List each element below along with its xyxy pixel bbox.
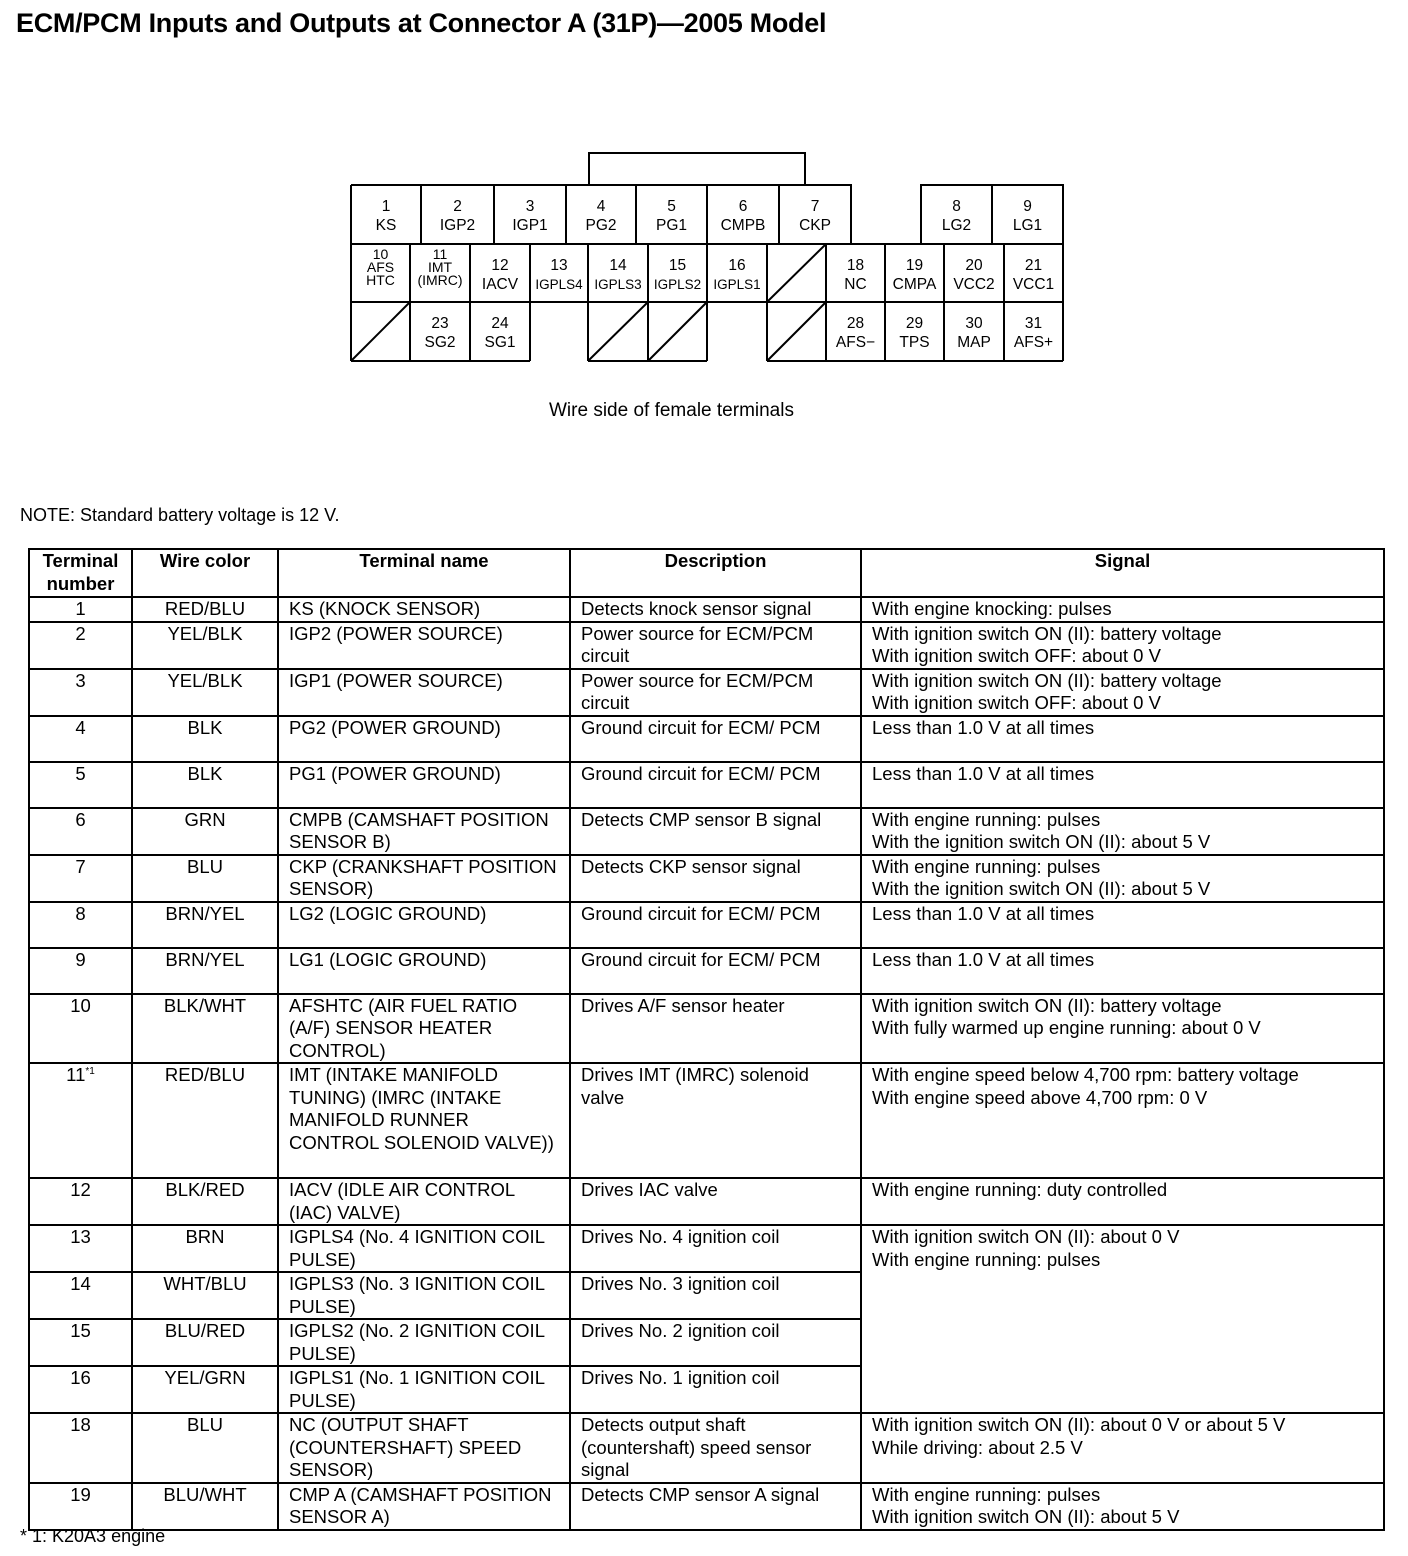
header-wire-color: Wire color [132,549,278,597]
terminal-number-label: 14 [609,257,627,274]
terminal-name-cell: IACV (IDLE AIR CONTROL (IAC) VALVE) [278,1178,570,1225]
signal-line: With the ignition switch ON (II): about 5 V [872,878,1211,899]
signal-cell [861,597,1384,622]
signal-line: With ignition switch OFF: about 0 V [872,645,1161,666]
description-cell: Ground circuit for ECM/ PCM [570,762,861,808]
signal-line: With fully warmed up engine running: about 0 V [872,1017,1261,1038]
signal-cell [861,902,1384,948]
terminal-7 [799,198,831,234]
table-row [29,622,1384,669]
signal-line: While driving: about 2.5 V [872,1436,1083,1458]
terminal-name-cell: CMP A (CAMSHAFT POSITION SENSOR A) [278,1483,570,1530]
wire-color-cell: BRN/YEL [132,948,278,994]
terminal-name-cell: PG1 (POWER GROUND) [278,762,570,808]
signal-line: Less than 1.0 V at all times [872,902,1095,924]
signal-line: With engine speed below 4,700 rpm: battery voltage [872,1064,1299,1085]
terminal-number: 6 [75,808,86,830]
table-row [29,948,1384,994]
table-row [29,669,1384,716]
terminal-name-label: SG2 [424,334,456,351]
terminal-name-label: VCC2 [953,276,995,293]
terminal-number-label: 3 [525,198,535,215]
terminal-number: 3 [75,669,86,691]
terminal-number-label: 6 [738,198,748,215]
connector-diagram [0,0,1408,390]
terminal-name-label: IACV [481,276,519,293]
wire-color-cell: YEL/GRN [132,1366,278,1413]
terminal-name-label: LG1 [1012,217,1043,234]
table-row [29,994,1384,1064]
description-cell: Ground circuit for ECM/ PCM [570,902,861,948]
terminal-name-label: IGPLS1 [713,277,761,292]
terminal-number-label: 21 [1024,257,1043,274]
terminal-name-label: IGP1 [512,217,548,234]
terminal-name-cell: IGPLS1 (No. 1 IGNITION COIL PULSE) [278,1366,570,1413]
signal-cell [861,1225,1384,1413]
header-signal: Signal [861,549,1384,597]
terminal-number-label: 31 [1024,315,1043,332]
page-title: ECM/PCM Inputs and Outputs at Connector A (31P)—2005 Model [16,8,827,38]
signal-line: With ignition switch ON (II): battery voltage [872,669,1222,691]
terminal-number: 11 [66,1064,86,1085]
terminal-number-label: 29 [905,315,924,332]
wire-color-cell: RED/BLU [132,597,278,622]
terminal-number-cell [29,669,132,716]
signal-line: With ignition switch ON (II): battery voltage [872,622,1222,644]
terminal-number-label: 30 [965,315,983,332]
terminal-number-label: 4 [596,198,606,215]
terminal-3 [512,198,547,234]
terminal-name-label: IGPLS3 [594,277,642,292]
terminal-number-label: 11 [432,246,448,262]
terminal-number-label: 28 [846,315,865,332]
terminal-18 [844,257,866,293]
terminal-5 [656,198,687,234]
terminal-name-label: MAP [957,334,991,351]
terminal-name-label: IMT [427,259,453,275]
terminal-number-label: 1 [381,198,391,215]
wire-color-cell: BLK/RED [132,1178,278,1225]
terminal-number-cell [29,808,132,855]
description-cell: Drives IMT (IMRC) solenoid valve [570,1063,861,1178]
terminal-name-cell: IGPLS2 (No. 2 IGNITION COIL PULSE) [278,1319,570,1366]
description-cell: Drives IAC valve [570,1178,861,1225]
signal-cell [861,948,1384,994]
wire-color-cell: BLK [132,762,278,808]
terminal-name-cell: IGP1 (POWER SOURCE) [278,669,570,716]
signal-line: With engine speed above 4,700 rpm: 0 V [872,1086,1208,1108]
terminal-16 [713,257,760,292]
signal-cell [861,855,1384,902]
terminal-number: 7 [75,855,86,877]
terminal-number-label: 23 [431,315,449,332]
description-cell: Detects knock sensor signal [570,597,861,622]
terminal-15 [654,257,701,292]
terminal-number-label: 5 [667,198,676,215]
terminal-name-label: HTC [366,272,395,288]
header-terminal-name: Terminal name [278,549,570,597]
terminal-14 [594,257,641,292]
terminal-name-cell: LG1 (LOGIC GROUND) [278,948,570,994]
terminal-number-label: 7 [810,198,820,215]
terminal-1 [376,198,397,234]
terminal-name-label: VCC1 [1012,276,1055,293]
terminal-number-cell [29,622,132,669]
description-cell: Drives No. 4 ignition coil [570,1225,861,1272]
header-terminal-number: Terminal number [29,549,132,597]
terminal-number-label: 24 [491,315,509,332]
signal-line: With ignition switch ON (II): battery voltage [872,994,1222,1016]
connector-caption: Wire side of female terminals [549,400,794,421]
terminal-number: 1 [75,598,86,619]
terminal-28 [836,315,875,351]
description-cell: Detects output shaft (countershaft) speed sensor signal [570,1413,861,1483]
terminal-number: 8 [75,902,86,924]
terminal-number-cell [29,1483,132,1530]
table-row [29,1225,1384,1272]
terminal-19 [893,257,937,293]
terminal-number-label: 15 [668,257,687,274]
wire-color-cell: BLU/WHT [132,1483,278,1530]
description-cell: Ground circuit for ECM/ PCM [570,948,861,994]
terminal-name-cell: AFSHTC (AIR FUEL RATIO (A/F) SENSOR HEATER CONTROL) [278,994,570,1064]
terminal-29 [899,315,929,351]
terminal-name-label: (IMRC) [417,272,463,288]
terminal-24 [484,315,515,351]
wire-color-cell: BLU/RED [132,1319,278,1366]
signal-line: With engine knocking: pulses [872,598,1112,619]
terminal-number-cell [29,855,132,902]
terminal-name-label: IGPLS2 [653,277,702,292]
terminal-number-cell [29,994,132,1064]
terminal-21 [1013,257,1054,293]
terminal-number: 12 [70,1179,91,1200]
description-cell: Detects CMP sensor A signal [570,1483,861,1530]
table-row [29,902,1384,948]
terminal-table [28,548,1385,1531]
signal-cell [861,1483,1384,1530]
terminal-name-cell: KS (KNOCK SENSOR) [278,597,570,622]
terminal-number: 18 [70,1414,91,1435]
terminal-name-cell: CKP (CRANKSHAFT POSITION SENSOR) [278,855,570,902]
footnote-marker: *1 [85,1065,95,1077]
terminal-name-label: IGPLS4 [535,277,583,292]
terminal-name-cell: IGPLS3 (No. 3 IGNITION COIL PULSE) [278,1272,570,1319]
signal-cell [861,808,1384,855]
terminal-number: 19 [70,1483,91,1505]
terminal-12 [482,257,519,293]
description-cell: Ground circuit for ECM/ PCM [570,716,861,762]
terminal-31 [1014,315,1053,351]
terminal-number-label: 13 [550,257,568,274]
terminal-number: 2 [75,622,86,644]
signal-line: With engine running: pulses [872,855,1101,877]
wire-color-cell: WHT/BLU [132,1272,278,1319]
terminal-name-label: NC [844,276,867,293]
terminal-number-label: 8 [952,198,961,215]
terminal-number-label: 12 [491,257,509,274]
wire-color-cell: BLK [132,716,278,762]
terminal-4 [585,198,616,234]
signal-cell [861,1413,1384,1483]
signal-cell [861,1063,1384,1178]
terminal-name-label: CKP [799,217,831,234]
table-row [29,808,1384,855]
terminal-name-cell: IGPLS4 (No. 4 IGNITION COIL PULSE) [278,1225,570,1272]
table-row [29,762,1384,808]
terminal-9 [1013,198,1042,234]
wire-color-cell: YEL/BLK [132,669,278,716]
terminal-number-cell [29,1063,132,1178]
terminal-8 [942,198,971,234]
terminal-name-label: CMPA [892,276,937,293]
terminal-number-label: 19 [905,257,924,274]
terminal-number-cell [29,1319,132,1366]
signal-line: With ignition switch ON (II): about 0 V or about 5 V [872,1414,1286,1435]
terminal-number-cell [29,1366,132,1413]
terminal-number: 5 [75,762,86,784]
terminal-number-cell [29,597,132,622]
terminal-name-label: PG2 [585,217,617,234]
terminal-name-label: LG2 [941,217,972,234]
terminal-number-label: 16 [728,257,746,274]
wire-color-cell: RED/BLU [132,1063,278,1178]
terminal-name-label: CMPB [720,217,766,234]
terminal-name-label: AFS+ [1013,334,1054,351]
terminal-30 [957,315,991,351]
table-row [29,716,1384,762]
voltage-note: NOTE: Standard battery voltage is 12 V. [20,505,340,525]
wire-color-cell: YEL/BLK [132,622,278,669]
terminal-number-label: 10 [372,246,389,262]
table-row [29,855,1384,902]
wire-color-cell: BLU [132,1413,278,1483]
terminal-number: 14 [70,1273,91,1294]
terminal-name-cell: PG2 (POWER GROUND) [278,716,570,762]
wire-color-cell: BRN [132,1225,278,1272]
terminal-number: 9 [75,948,86,970]
signal-cell [861,716,1384,762]
terminal-2 [440,198,475,234]
terminal-name-label: SG1 [484,334,516,351]
terminal-name-cell: LG2 (LOGIC GROUND) [278,902,570,948]
terminal-number-label: 20 [965,257,983,274]
wire-color-cell: BLK/WHT [132,994,278,1064]
table-row [29,1413,1384,1483]
terminal-number-cell [29,1272,132,1319]
signal-line: With ignition switch ON (II): about 5 V [872,1506,1180,1527]
description-cell: Drives A/F sensor heater [570,994,861,1064]
description-cell: Drives No. 3 ignition coil [570,1272,861,1319]
terminal-number-cell [29,716,132,762]
table-row [29,1483,1384,1530]
signal-cell [861,994,1384,1064]
terminal-name-cell: CMPB (CAMSHAFT POSITION SENSOR B) [278,808,570,855]
terminal-23 [424,315,455,351]
signal-line: With engine running: pulses [872,1483,1101,1505]
signal-line: With engine running: duty controlled [872,1179,1168,1200]
table-header-row [29,549,1384,597]
signal-cell [861,762,1384,808]
terminal-13 [535,257,583,292]
terminal-name-label: AFS [366,259,395,275]
signal-cell [861,1178,1384,1225]
description-cell: Power source for ECM/PCM circuit [570,669,861,716]
terminal-number-label: 9 [1023,198,1032,215]
terminal-name-label: IGP2 [439,217,476,234]
terminal-number-cell [29,1178,132,1225]
table-row [29,1178,1384,1225]
terminal-number-cell [29,1225,132,1272]
wire-color-cell: BRN/YEL [132,902,278,948]
terminal-name-label: PG1 [655,217,688,234]
terminal-name-cell: IGP2 (POWER SOURCE) [278,622,570,669]
signal-line: Less than 1.0 V at all times [872,948,1095,970]
footnote: * 1: K20A3 engine [20,1526,166,1546]
terminal-name-label: TPS [899,334,930,351]
signal-line: With engine running: pulses [872,1248,1101,1270]
description-cell: Power source for ECM/PCM circuit [570,622,861,669]
table-row [29,597,1384,622]
signal-line: With ignition switch ON (II): about 0 V [872,1226,1180,1247]
terminal-number: 15 [70,1320,91,1341]
terminal-number-cell [29,1413,132,1483]
terminal-name-label: AFS− [835,334,876,351]
signal-line: With ignition switch OFF: about 0 V [872,692,1161,713]
terminal-name-label: KS [375,217,397,234]
terminal-name-cell: IMT (INTAKE MANIFOLD TUNING) (IMRC (INTAKE MANIFOLD RUNNER CONTROL SOLENOID VALVE)) [278,1063,570,1178]
terminal-number-label: 2 [453,198,462,215]
terminal-number: 16 [70,1367,91,1388]
terminal-20 [953,257,994,293]
signal-line: Less than 1.0 V at all times [872,716,1095,738]
terminal-name-cell: NC (OUTPUT SHAFT (COUNTERSHAFT) SPEED SENSOR) [278,1413,570,1483]
signal-line: With the ignition switch ON (II): about 5 V [872,831,1211,852]
description-cell: Detects CMP sensor B signal [570,808,861,855]
signal-line: Less than 1.0 V at all times [872,762,1095,784]
terminal-number: 4 [75,716,86,738]
wire-color-cell: GRN [132,808,278,855]
wire-color-cell: BLU [132,855,278,902]
terminal-6 [721,198,766,234]
description-cell: Detects CKP sensor signal [570,855,861,902]
header-description: Description [570,549,861,597]
terminal-11 [417,246,462,288]
terminal-number: 13 [70,1226,91,1247]
terminal-number: 10 [70,994,91,1016]
signal-cell [861,669,1384,716]
terminal-10 [366,246,395,288]
signal-line: With engine running: pulses [872,808,1101,830]
description-cell: Drives No. 1 ignition coil [570,1366,861,1413]
signal-cell [861,622,1384,669]
terminal-number-cell [29,902,132,948]
description-cell: Drives No. 2 ignition coil [570,1319,861,1366]
terminal-number-cell [29,948,132,994]
terminal-number-label: 18 [846,257,865,274]
terminal-number-cell [29,762,132,808]
table-row [29,1063,1384,1178]
